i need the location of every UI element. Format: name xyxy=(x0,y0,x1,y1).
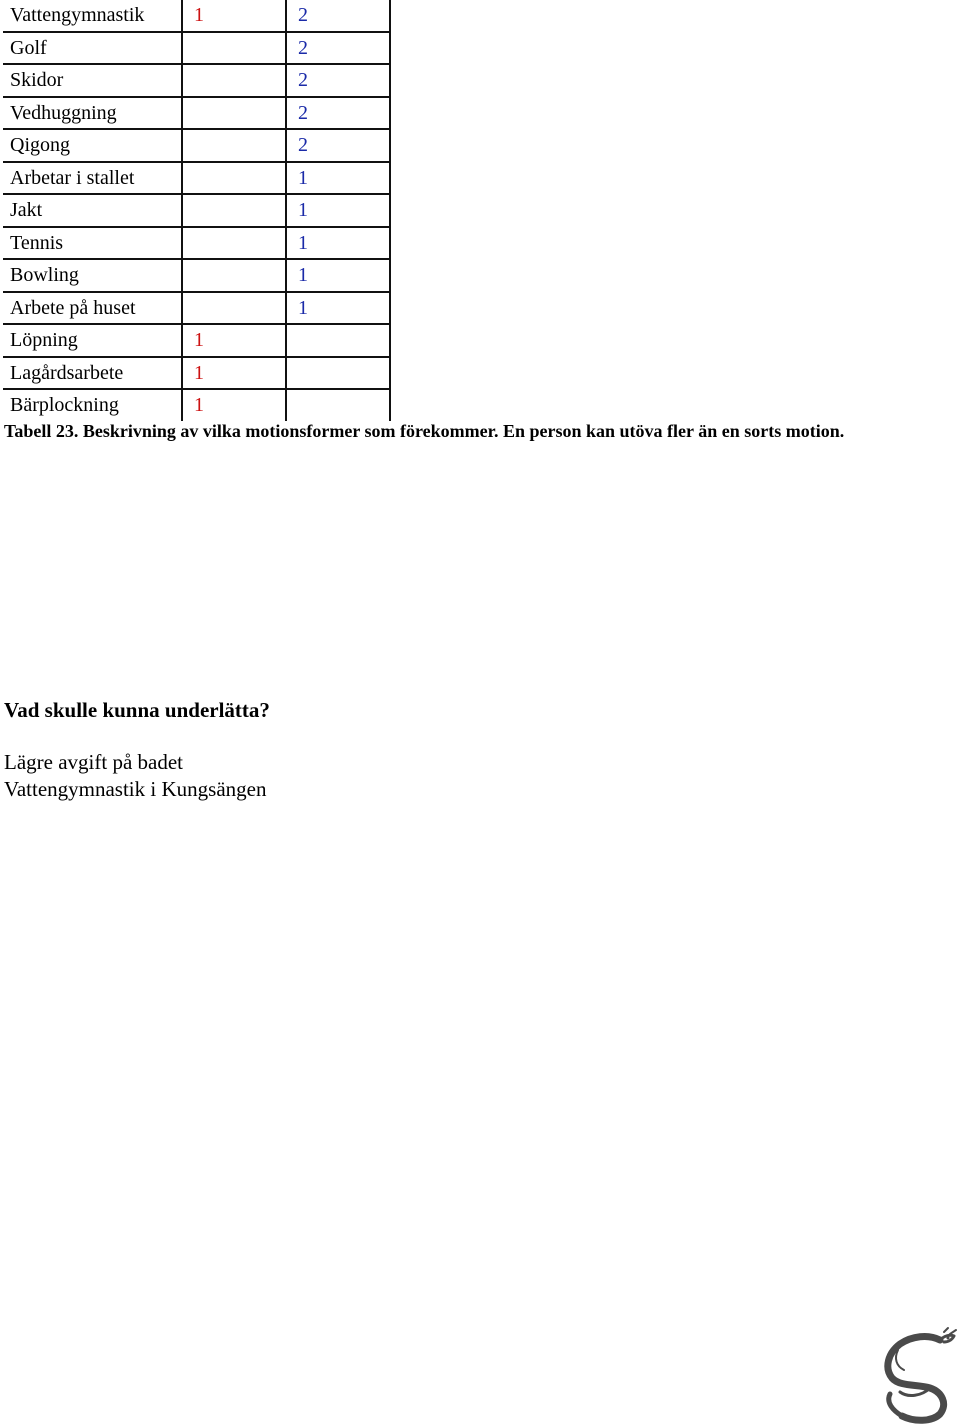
table-row xyxy=(3,194,390,227)
count-col1 xyxy=(182,227,286,260)
table-row xyxy=(3,389,390,421)
count-col2: 2 xyxy=(286,32,390,65)
activity-name: Arbete på huset xyxy=(3,292,182,325)
activity-table-body xyxy=(3,0,390,421)
count-col1 xyxy=(182,64,286,97)
count-col2: 1 xyxy=(286,227,390,260)
count-col1 xyxy=(182,32,286,65)
table-row xyxy=(3,259,390,292)
activity-name: Qigong xyxy=(3,129,182,162)
table-row xyxy=(3,227,390,260)
table-row xyxy=(3,357,390,390)
activity-name: Lagårdsarbete xyxy=(3,357,182,390)
count-col2 xyxy=(286,357,390,390)
count-col1 xyxy=(182,259,286,292)
count-col2: 1 xyxy=(286,259,390,292)
count-col1: 1 xyxy=(182,389,286,421)
table-row xyxy=(3,162,390,195)
answer-item: Lägre avgift på badet xyxy=(4,750,183,774)
table-row xyxy=(3,292,390,325)
activity-name: Jakt xyxy=(3,194,182,227)
activity-name: Arbetar i stallet xyxy=(3,162,182,195)
table-row xyxy=(3,324,390,357)
count-col2: 2 xyxy=(286,97,390,130)
count-col2 xyxy=(286,324,390,357)
count-col1: 1 xyxy=(182,0,286,32)
answer-item: Vattengymnastik i Kungsängen xyxy=(4,777,267,801)
count-col2: 2 xyxy=(286,0,390,32)
count-col1 xyxy=(182,97,286,130)
activity-name: Tennis xyxy=(3,227,182,260)
count-col1: 1 xyxy=(182,324,286,357)
activity-name: Skidor xyxy=(3,64,182,97)
activity-name: Vedhuggning xyxy=(3,97,182,130)
count-col1: 1 xyxy=(182,357,286,390)
table-row xyxy=(3,0,390,32)
activity-name: Bärplockning xyxy=(3,389,182,421)
table-caption: Tabell 23. Beskrivning av vilka motionsformer som förekommer. En person kan utöva fler än en sorts motion. xyxy=(4,421,845,441)
section-heading: Vad skulle kunna underlätta? xyxy=(4,698,270,722)
count-col2: 1 xyxy=(286,194,390,227)
count-col2: 2 xyxy=(286,129,390,162)
table-row xyxy=(3,64,390,97)
activity-name: Vattengymnastik xyxy=(3,0,182,32)
count-col2 xyxy=(286,389,390,421)
activity-name: Golf xyxy=(3,32,182,65)
count-col2: 2 xyxy=(286,64,390,97)
count-col2: 1 xyxy=(286,292,390,325)
table-row xyxy=(3,129,390,162)
table-row xyxy=(3,32,390,65)
count-col1 xyxy=(182,129,286,162)
activity-name: Bowling xyxy=(3,259,182,292)
count-col1 xyxy=(182,292,286,325)
dragon-logo-icon xyxy=(878,1326,958,1424)
activity-name: Löpning xyxy=(3,324,182,357)
count-col1 xyxy=(182,162,286,195)
activity-table xyxy=(3,0,391,421)
count-col1 xyxy=(182,194,286,227)
table-row xyxy=(3,97,390,130)
answer-list xyxy=(4,749,266,803)
count-col2: 1 xyxy=(286,162,390,195)
